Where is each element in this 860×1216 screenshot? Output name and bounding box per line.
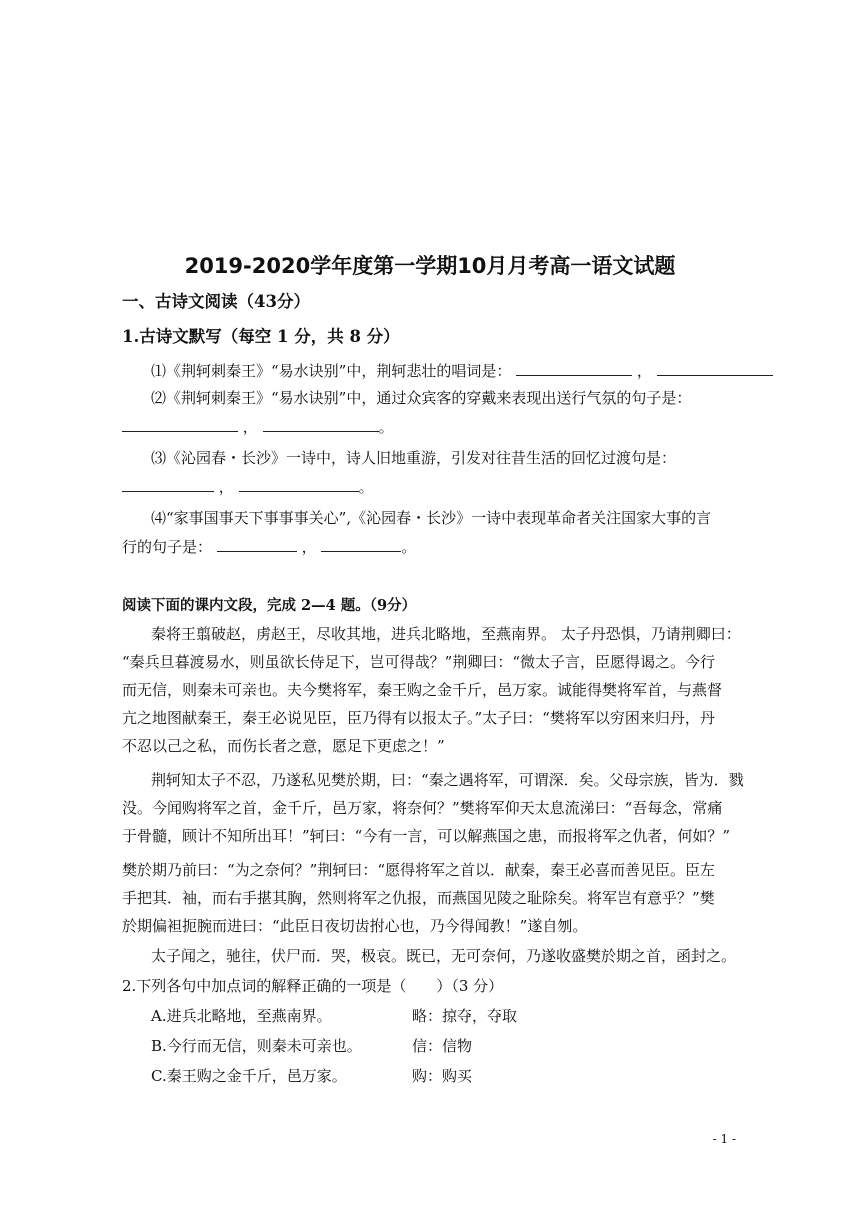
q1-item-1-text: ⑴《荆轲刺秦王》“易水诀别”中，荆轲悲壮的唱词是： xyxy=(151,362,512,380)
q1-item-2: ⑵《荆轲刺秦王》“易水诀别”中，通过众宾客的穿戴来表现出送行气氛的句子是： xyxy=(151,389,692,407)
answer-blank[interactable] xyxy=(122,416,238,432)
q1-item-4: ⑷“家事国事天下事事事关心”,《沁园春・长沙》一诗中表现革命者关注国家大事的言 xyxy=(151,509,712,527)
q1-item-4-cont xyxy=(122,536,738,557)
option-a-gloss: 略：掠夺，夺取 xyxy=(412,1007,518,1025)
answer-blank[interactable] xyxy=(217,536,297,552)
section-heading: 一、古诗文阅读（43分） xyxy=(122,292,310,311)
passage-line: 没。今闻购将军之首，金千斤，邑万家，将奈何？”樊将军仰天太息流涕曰：“吾每念，常痛 xyxy=(122,799,723,817)
question-1-heading: 1.古诗文默写（每空 1 分，共 8 分） xyxy=(122,327,400,346)
passage-line: 秦将王翦破赵，虏赵王，尽收其地，进兵北略地，至燕南界。 太子丹恐惧，乃请荆卿曰： xyxy=(151,625,741,643)
period: 。 xyxy=(378,418,394,436)
answer-blank[interactable] xyxy=(657,360,773,376)
question-2-stem: 2.下列各句中加点词的解释正确的一项是（ ）（3 分） xyxy=(122,977,504,995)
comma: ， xyxy=(218,478,234,496)
option-a-sentence: A.进兵北略地，至燕南界。 xyxy=(151,1007,332,1025)
passage-line: 太子闻之，驰往，伏尸而．哭，极哀。既已，无可奈何，乃遂收盛樊於期之首，函封之。 xyxy=(151,947,737,965)
q1-item-2-blanks xyxy=(122,416,738,437)
comma: ， xyxy=(242,418,258,436)
passage-line: 荆轲知太子不忍，乃遂私见樊於期，曰：“秦之遇将军，可谓深．矣。父母宗族，皆为．戮 xyxy=(151,771,744,789)
q1-item-3-blanks xyxy=(122,476,738,497)
q1-item-3: ⑶《沁园春・长沙》一诗中，诗人旧地重游，引发对往昔生活的回忆过渡句是： xyxy=(151,449,677,467)
answer-blank[interactable] xyxy=(122,476,214,492)
passage-line: 于骨髓，顾计不知所出耳！”轲曰：“今有一言，可以解燕国之患，而报将军之仇者，何如？” xyxy=(122,827,731,845)
passage-line: 樊於期乃前曰：“为之奈何？”荆轲曰：“愿得将军之首以．献秦，秦王必喜而善见臣。臣左 xyxy=(122,861,716,879)
option-b-gloss: 信：信物 xyxy=(412,1037,473,1055)
option-b-sentence: B.今行而无信，则秦未可亲也。 xyxy=(151,1037,362,1055)
answer-blank[interactable] xyxy=(263,416,379,432)
comma: ， xyxy=(636,362,652,380)
answer-blank[interactable] xyxy=(239,476,359,492)
passage-line: “秦兵旦暮渡易水，则虽欲长侍足下，岂可得哉？”荆卿曰：“微太子言，臣愿得谒之。今行 xyxy=(122,653,716,671)
passage-line: 而无信，则秦未可亲也。夫今樊将军，秦王购之金千斤，邑万家。诚能得樊将军首，与燕督 xyxy=(122,681,723,699)
passage-line: 手把其．袖，而右手揕其胸，然则将军之仇报，而燕国见陵之耻除矣。将军岂有意乎？”樊 xyxy=(122,889,715,907)
period: 。 xyxy=(401,538,417,556)
passage-line: 於期偏袒扼腕而进曰：“此臣日夜切齿拊心也，乃今得闻教！”遂自刎。 xyxy=(122,917,588,935)
reading-intro: 阅读下面的课内文段，完成 2—4 题。（9分） xyxy=(122,597,417,614)
passage-line: 不忍以己之私，而伤长者之意，愿足下更虑之！” xyxy=(122,737,445,755)
page-number: - 1 - xyxy=(712,1132,736,1146)
answer-blank[interactable] xyxy=(516,360,632,376)
exam-title: 2019-2020学年度第一学期10月月考高一语文试题 xyxy=(184,254,676,278)
option-c-gloss: 购：购买 xyxy=(412,1067,473,1085)
q1-item-1 xyxy=(151,360,738,381)
period: 。 xyxy=(358,478,374,496)
answer-blank[interactable] xyxy=(321,536,401,552)
comma: ， xyxy=(301,538,317,556)
option-c-sentence: C.秦王购之金千斤，邑万家。 xyxy=(151,1067,347,1085)
passage-line: 亢之地图献秦王，秦王必说见臣，臣乃得有以报太子。”太子曰：“樊将军以穷困来归丹，丹 xyxy=(122,709,715,727)
q1-item-4-text: 行的句子是： xyxy=(122,538,213,556)
